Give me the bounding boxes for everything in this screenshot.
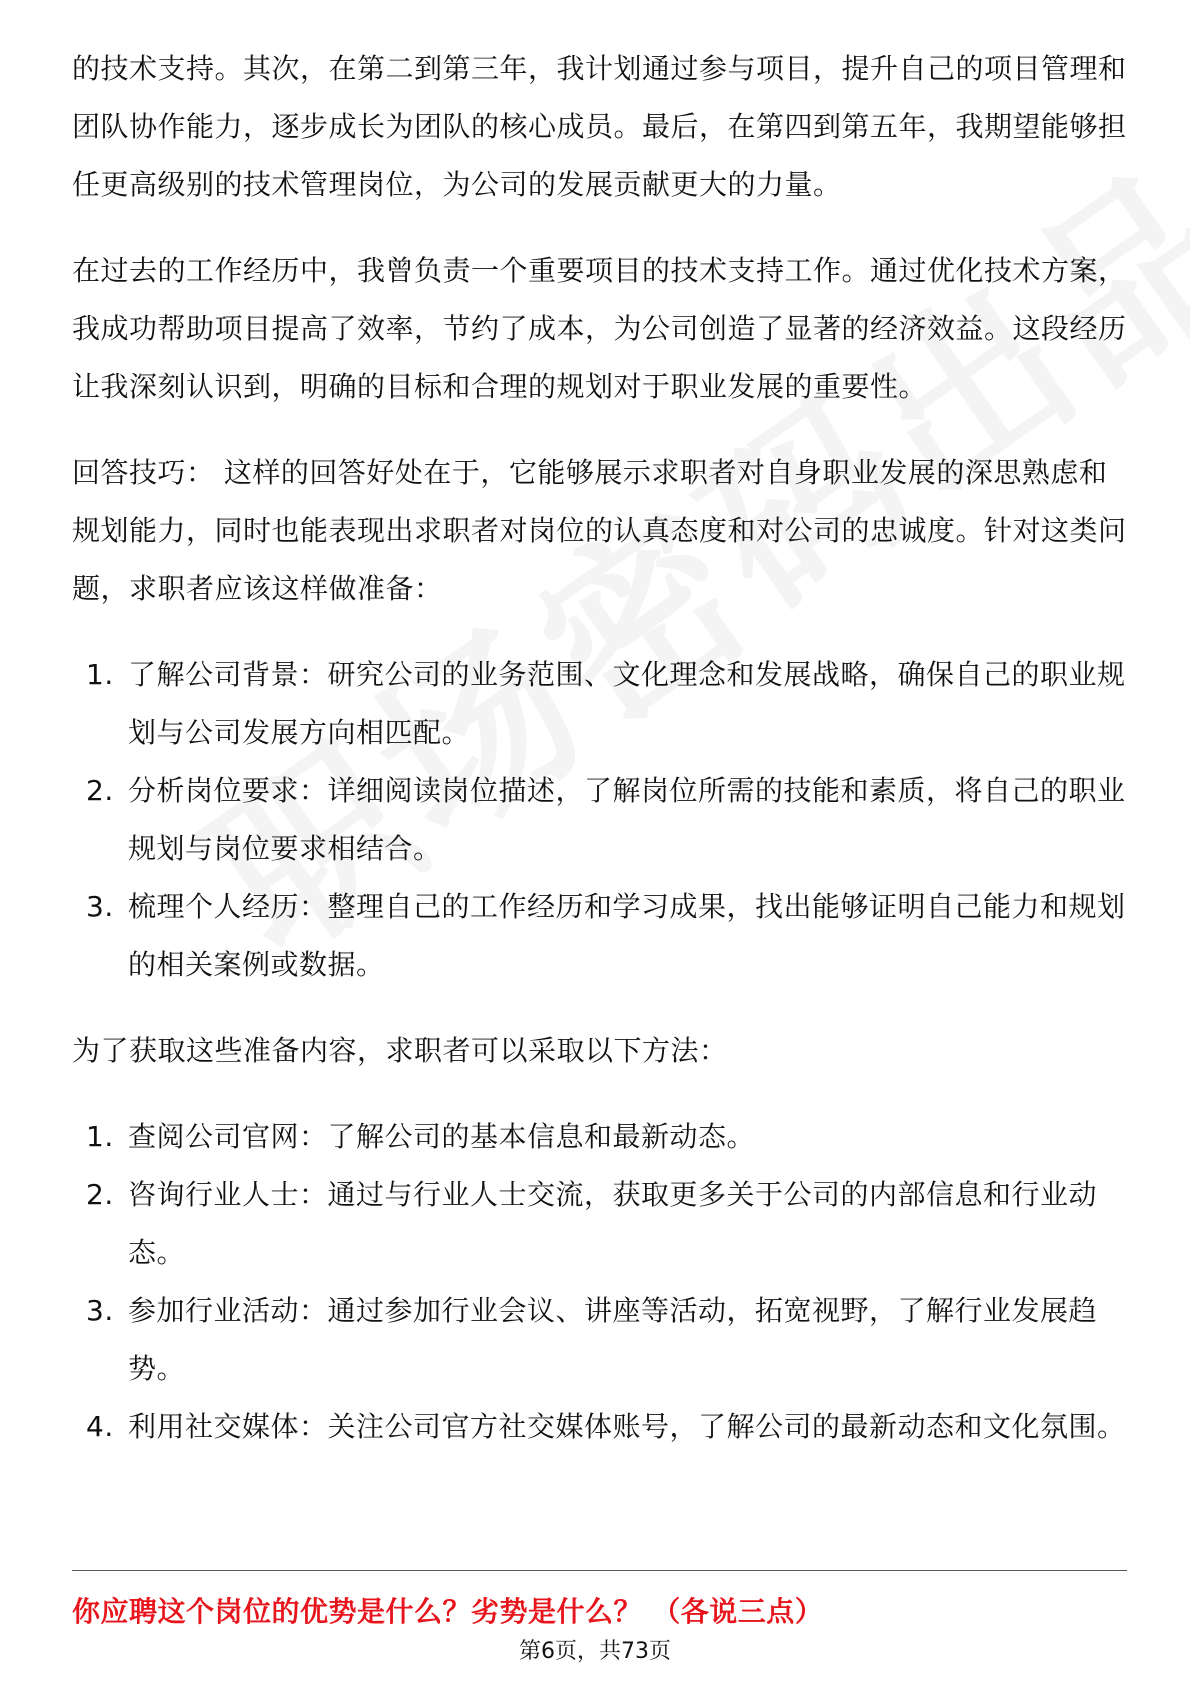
section-divider — [72, 1570, 1127, 1571]
paragraph-methods-intro: 为了获取这些准备内容，求职者可以采取以下方法： — [72, 1034, 728, 1067]
list-item-text: 参加行业活动：通过参加行业会议、讲座等活动，拓宽视野，了解行业发展趋势。 — [128, 1294, 1098, 1385]
list-item-text: 分析岗位要求：详细阅读岗位描述，了解岗位所需的技能和素质，将自己的职业规划与岗位要求相结合。 — [128, 774, 1126, 865]
list-item — [72, 1398, 1127, 1456]
document-body — [72, 40, 1127, 1484]
list-item-text: 了解公司背景：研究公司的业务范围、文化理念和发展战略，确保自己的职业规划与公司发展方向相匹配。 — [128, 658, 1126, 749]
list-item — [72, 762, 1127, 878]
list-number: 1. — [86, 658, 114, 691]
list-item — [72, 1282, 1127, 1398]
prep-list — [72, 646, 1127, 994]
paragraph-answer-tips: 回答技巧： 这样的回答好处在于，它能够展示求职者对自身职业发展的深思熟虑和规划能力，同时也能表现出求职者对岗位的认真态度和对公司的忠诚度。针对这类问题，求职者应该这样做准备： — [72, 456, 1127, 605]
list-item-text: 查阅公司官网：了解公司的基本信息和最新动态。 — [128, 1120, 756, 1153]
list-number: 3. — [86, 1294, 114, 1327]
paragraph-career-plan: 的技术支持。其次，在第二到第三年，我计划通过参与项目，提升自己的项目管理和团队协作能力，逐步成长为团队的核心成员。最后，在第四到第五年，我期望能够担任更高级别的技术管理岗位，为公司的发展贡献更大的力量。 — [72, 52, 1127, 201]
list-item-text: 梳理个人经历：整理自己的工作经历和学习成果，找出能够证明自己能力和规划的相关案例或数据。 — [128, 890, 1126, 981]
list-item-text: 咨询行业人士：通过与行业人士交流，获取更多关于公司的内部信息和行业动态。 — [128, 1178, 1098, 1269]
list-number: 2. — [86, 1178, 114, 1211]
list-item — [72, 878, 1127, 994]
list-number: 1. — [86, 1120, 114, 1153]
page-footer: 第6页，共73页 — [519, 1639, 671, 1664]
list-number: 3. — [86, 890, 114, 923]
list-item — [72, 1108, 1127, 1166]
list-number: 2. — [86, 774, 114, 807]
list-item — [72, 1166, 1127, 1282]
next-question-heading: 你应聘这个岗位的优势是什么？劣势是什么？ （各说三点） — [72, 1595, 824, 1628]
methods-list — [72, 1108, 1127, 1456]
paragraph-experience: 在过去的工作经历中，我曾负责一个重要项目的技术支持工作。通过优化技术方案，我成功帮助项目提高了效率，节约了成本，为公司创造了显著的经济效益。这段经历让我深刻认识到，明确的目标和合理的规划对于职业发展的重要性。 — [72, 254, 1127, 403]
list-item — [72, 646, 1127, 762]
list-number: 4. — [86, 1410, 114, 1443]
list-item-text: 利用社交媒体：关注公司官方社交媒体账号，了解公司的最新动态和文化氛围。 — [128, 1410, 1126, 1443]
